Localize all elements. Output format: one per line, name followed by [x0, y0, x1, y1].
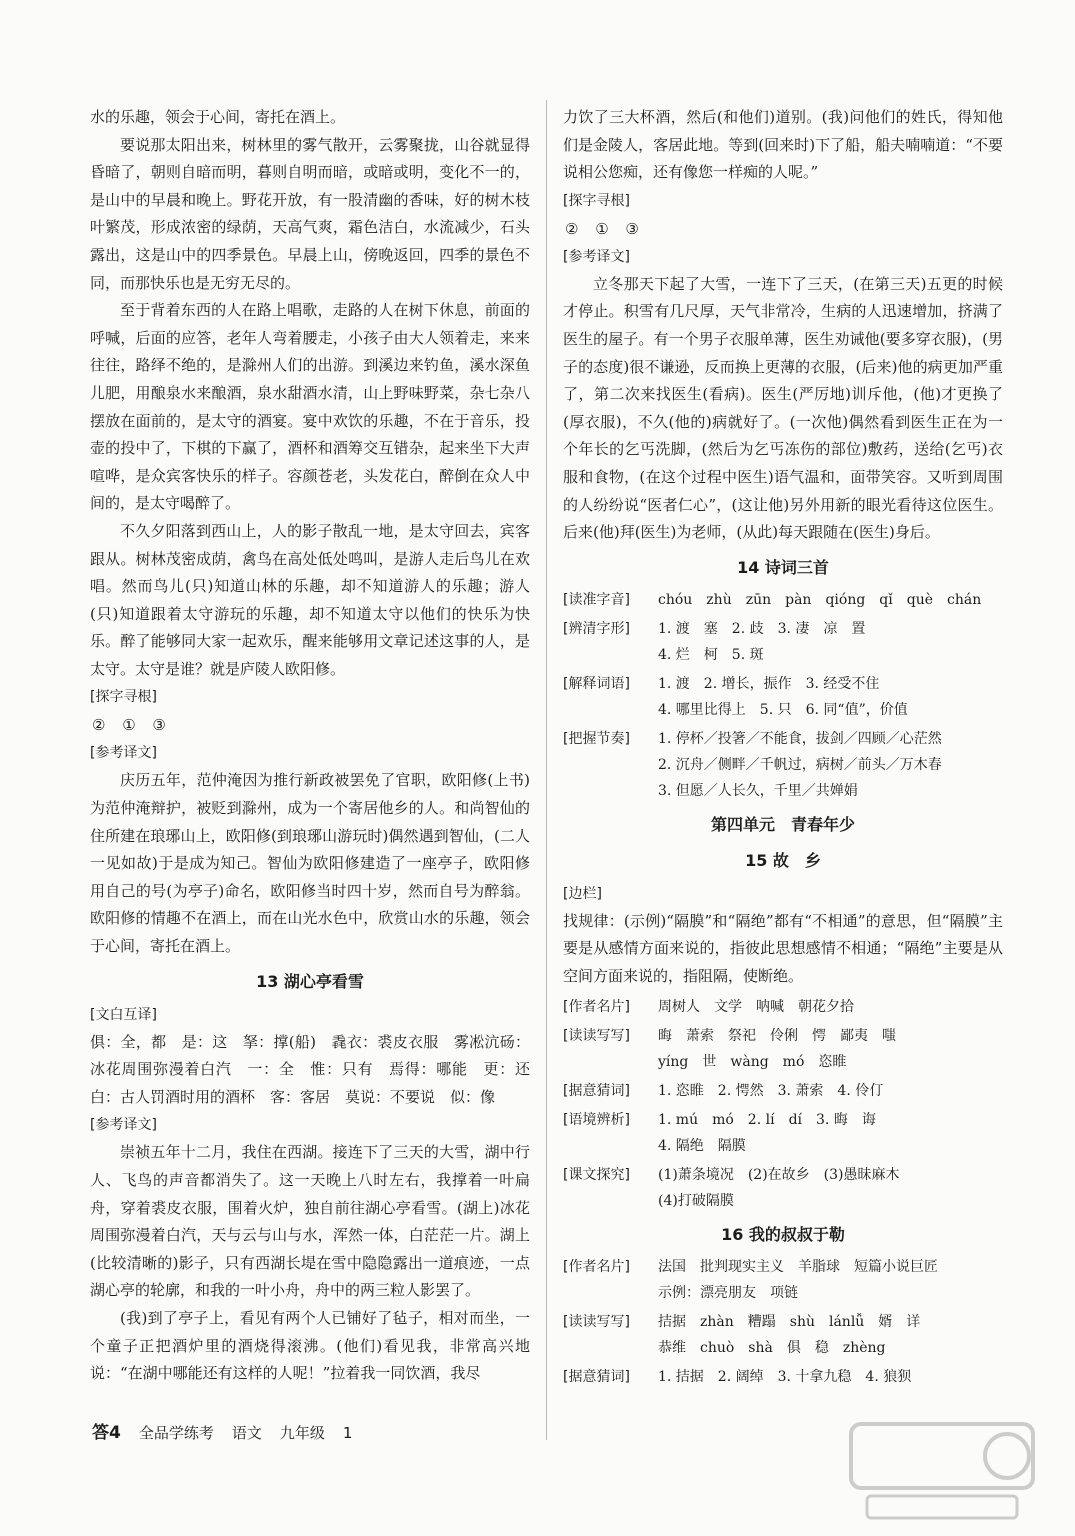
answer-line: 1. mú mó 2. lí dí 3. 晦 诲	[658, 1111, 876, 1128]
series-name: 全品学练考	[138, 1424, 214, 1442]
paragraph: 找规律：(示例)“隔膜”和“隔绝”都有“不相通”的意思，但“隔膜”主要是从感情方面来说的，指彼此思想感情不相通；“隔绝”主要是从空间方面来说的，指阻隔，使断绝。	[563, 911, 1003, 985]
column-divider	[546, 100, 547, 1440]
answer-row	[563, 1078, 1003, 1104]
answer-value	[658, 1023, 1003, 1075]
answer-line: 1. 渡 2. 增长，振作 3. 经受不住	[658, 675, 880, 692]
page-footer	[92, 1418, 352, 1443]
answer-value	[658, 587, 1003, 613]
answer-line: 1. 拮据 2. 阔绰 3. 十拿九稳 4. 狼狈	[658, 1368, 912, 1385]
grade-name: 九年级	[279, 1424, 325, 1442]
paragraph: 庆历五年，范仲淹因为推行新政被罢免了官职，欧阳修(上书)为范仲淹辩护，被贬到滁州，成为一个寄居他乡的人。和尚智仙的住所建在琅琊山上，欧阳修(到琅琊山游玩时)偶然遇到智仙，(二人一见如故)于是成为知己。智仙为欧阳修建造了一座亭子，欧阳修用自己的号(为亭子)命名，欧阳修当时四十岁，然而自号为醉翁。欧阳修的情趣不在酒上，而在山光水色中，欣赏山水的乐趣，领会于心间，寄托在酒上。	[90, 771, 530, 956]
answer-line: 2. 沉舟／侧畔／千帆过，病树／前头／万木春	[658, 756, 942, 773]
answer-label: [读读写写]	[563, 1313, 630, 1330]
answer-line: 晦 萧索 祭祀 伶俐 愕 鄙夷 嗤	[658, 1027, 896, 1044]
answer-value	[658, 1364, 1003, 1390]
lesson-heading: 16 我的叔叔于勒	[721, 1224, 845, 1244]
paragraph: 不久夕阳落到西山上，人的影子散乱一地，是太守回去，宾客跟从。树林茂密成荫，禽鸟在高处低处鸣叫，是游人走后鸟儿在欢唱。然而鸟儿(只)知道山林的乐趣，却不知道游人的乐趣；游人(只)知道跟着太守游玩的乐趣，却不知道太守以他们的快乐为快乐。醉了能够同大家一起欢乐，醒来能够用文章记述这事的人，是太守。太守是谁？就是庐陵人欧阳修。	[90, 521, 530, 678]
answer-value	[658, 671, 1003, 723]
answer-line: 拮据 zhàn 糟蹋 shù lánlǚ 婿 详	[658, 1313, 921, 1330]
answer-value	[658, 1107, 1003, 1159]
answer-label: [作者名片]	[563, 998, 630, 1015]
answer-value	[658, 1078, 1003, 1104]
answer-label: [作者名片]	[563, 1258, 630, 1275]
watermark-logo	[847, 1416, 1037, 1526]
answer-line: 法国 批判现实主义 羊脂球 短篇小说巨匠	[658, 1258, 938, 1275]
paragraph: 崇祯五年十二月，我住在西湖。接连下了三天的大雪，湖中行人、飞鸟的声音都消失了。这一天晚上八时左右，我撑着一叶扁舟，穿着裘皮衣服，围着火炉，独自前往湖心亭看雪。(湖上)冰花周围弥漫着白汽，天与云与山与水，浑然一体，白茫茫一片。湖上(比较清晰的)影子，只有西湖长堤在雪中隐隐露出一道痕迹，一点湖心亭的轮廓，和我的一叶小舟，舟中的两三粒人影罢了。	[90, 1143, 530, 1300]
answer-row	[563, 1254, 1003, 1306]
answer-value	[658, 1254, 1003, 1306]
answer-line: chóu zhù zūn pàn qióng qǐ què chán	[658, 591, 982, 608]
section-tag: [边栏]	[563, 885, 602, 902]
answer-line: 4. 烂 柯 5. 斑	[658, 646, 764, 663]
answer-line: 4. 哪里比得上 5. 只 6. 同“值”，价值	[658, 701, 908, 718]
answer-label: [辨清字形]	[563, 620, 630, 637]
subject-name: 语文	[231, 1424, 262, 1442]
answer-line: (1)萧条境况 (2)在故乡 (3)愚昧麻木	[658, 1166, 900, 1183]
answer-row	[563, 1107, 1003, 1159]
answer-row	[563, 671, 1003, 723]
section-tag: [参考译文]	[90, 745, 157, 762]
answer-value	[658, 726, 1003, 804]
section-tag: [探字寻根]	[90, 689, 157, 706]
answer-value	[658, 616, 1003, 668]
answer-row	[563, 994, 1003, 1020]
section-tag: [探字寻根]	[563, 192, 630, 209]
answer-label: [据意猜词]	[563, 1082, 630, 1099]
answer-value	[658, 1162, 1003, 1214]
answer-line: 周树人 文学 呐喊 朝花夕拾	[658, 998, 854, 1015]
volume-number: 1	[342, 1424, 353, 1442]
paragraph: 力饮了三大杯酒，然后(和他们)道别。(我)问他们的姓氏，得知他们是金陵人，客居此地。等到(回来时)下了船，船夫喃喃道：“不要说相公您痴，还有像您一样痴的人呢。”	[563, 108, 1003, 182]
page-number: 答4	[92, 1423, 121, 1443]
answer-label: [把握节奏]	[563, 730, 630, 747]
paragraph: 至于背着东西的人在路上唱歌，走路的人在树下休息，前面的呼喊，后面的应答，老年人弯着腰走，小孩子由大人领着走，来来往往，路绎不绝的，是滁州人们的出游。到溪边来钓鱼，溪水深鱼儿肥，用酿泉水来酿酒，泉水甜酒水清，山上野味野菜，杂七杂八摆放在面前的，是太守的酒宴。宴中欢饮的乐趣，不在于音乐，投壶的投中了，下棋的下赢了，酒杯和酒筹交互错杂，起来坐下大声喧哗，是众宾客快乐的样子。容颜苍老，头发花白，醉倒在众人中间的，是太守喝醉了。	[90, 301, 530, 513]
answer-label: [读读写写]	[563, 1027, 630, 1044]
paragraph: 要说那太阳出来，树林里的雾气散开，云雾聚拢，山谷就显得昏暗了，朝则自暗而明，暮则自明而暗，或暗或明，变化不一的，是山中的早晨和晚上。野花开放，有一股清幽的香味，好的树木枝叶繁茂，形成浓密的绿荫，天高气爽，霜色洁白，水流减少，石头露出，这是山中的四季景色。早晨上山，傍晚返回，四季的景色不同，而那快乐也是无穷无尽的。	[90, 135, 530, 292]
paragraph: (我)到了亭子上，看见有两个人已铺好了毡子，相对而坐，一个童子正把酒炉里的酒烧得滚沸。(他们)看见我，非常高兴地说：“在湖中哪能还有这样的人呢！”拉着我一同饮酒，我尽	[90, 1308, 530, 1383]
answer-label: [课文探究]	[563, 1166, 630, 1183]
answer-row	[563, 1023, 1003, 1075]
answer-line: 恭维 chuò shà 俱 稳 zhèng	[658, 1339, 886, 1356]
answer-row	[563, 726, 1003, 804]
answer-value	[658, 994, 1003, 1020]
answer-row	[563, 587, 1003, 613]
answer-line: 示例：漂亮朋友 项链	[658, 1284, 798, 1301]
answer-line: 1. 恣睢 2. 愕然 3. 萧索 4. 伶仃	[658, 1082, 884, 1099]
paragraph: 俱：全，都 是：这 拏：撑(船) 毳衣：裘皮衣服 雾凇沆砀：冰花周围弥漫着白汽 一：全 惟：只有 焉得：哪能 更：还 白：古人罚酒时用的酒杯 客：客居 莫说：不要说 似：像	[90, 1032, 546, 1106]
unit-heading: 第四单元 青春年少	[710, 814, 855, 834]
answer-label: [语境辨析]	[563, 1111, 630, 1128]
section-tag: [文白互译]	[90, 1006, 157, 1023]
answer-row	[563, 1162, 1003, 1214]
answer-label: [读准字音]	[563, 591, 630, 608]
answer-table	[563, 1254, 1003, 1390]
answer-value	[658, 1309, 1003, 1361]
section-tag: [参考译文]	[563, 248, 630, 265]
answer-row	[563, 1309, 1003, 1361]
answer-line: 1. 停杯／投箸／不能食，拔剑／四顾／心茫然	[658, 730, 942, 747]
left-column	[90, 104, 546, 1388]
answer-line: (4)打破隔膜	[658, 1192, 734, 1209]
answer-line: yíng 世 wàng mó 恣睢	[658, 1053, 847, 1070]
answer-label: [解释词语]	[563, 675, 630, 692]
answer-choices: ② ① ③	[565, 219, 645, 238]
answer-choices: ② ① ③	[92, 716, 172, 735]
right-column	[563, 104, 1003, 1393]
lesson-heading: 14 诗词三首	[737, 557, 829, 577]
answer-row	[563, 1364, 1003, 1390]
lesson-heading: 13 湖心亭看雪	[256, 971, 364, 991]
answer-line: 4. 隔绝 隔膜	[658, 1137, 746, 1154]
answer-line: 1. 渡 塞 2. 歧 3. 凄 凉 置	[658, 620, 866, 637]
lesson-heading: 15 故 乡	[745, 850, 821, 870]
paragraph: 水的乐趣，领会于心间，寄托在酒上。	[90, 108, 346, 126]
answer-line: 3. 但愿／人长久，千里／共婵娟	[658, 782, 858, 799]
answer-row	[563, 616, 1003, 668]
section-tag: [参考译文]	[90, 1117, 157, 1134]
answer-table	[563, 587, 1003, 804]
answer-table	[563, 994, 1003, 1214]
answer-label: [据意猜词]	[563, 1368, 630, 1385]
paragraph: 立冬那天下起了大雪，一连下了三天，(在第三天)五更的时候才停止。积雪有几尺厚，天气非常冷，生病的人迅速增加，挤满了医生的屋子。有一个男子衣服单薄，医生劝诫他(要多穿衣服)，(男子的态度)很不谦逊，反而换上更薄的衣服，(后来)他的病更加严重了，第二次来找医生(看病)。医生(严厉地)训斥他，(他)才更换了(厚衣服)，不久(他的)病就好了。(一次他)偶然看到医生正在为一个年长的乞丐洗脚，(然后为乞丐冻伤的部位)敷药，送给(乞丐)衣服和食物，(在这个过程中医生)语气温和，面带笑容。又听到周围的人纷纷说“医者仁心”，(这让他)另外用新的眼光看待这位医生。后来(他)拜(医生)为老师，(从此)每天跟随在(医生)身后。	[563, 274, 1003, 542]
